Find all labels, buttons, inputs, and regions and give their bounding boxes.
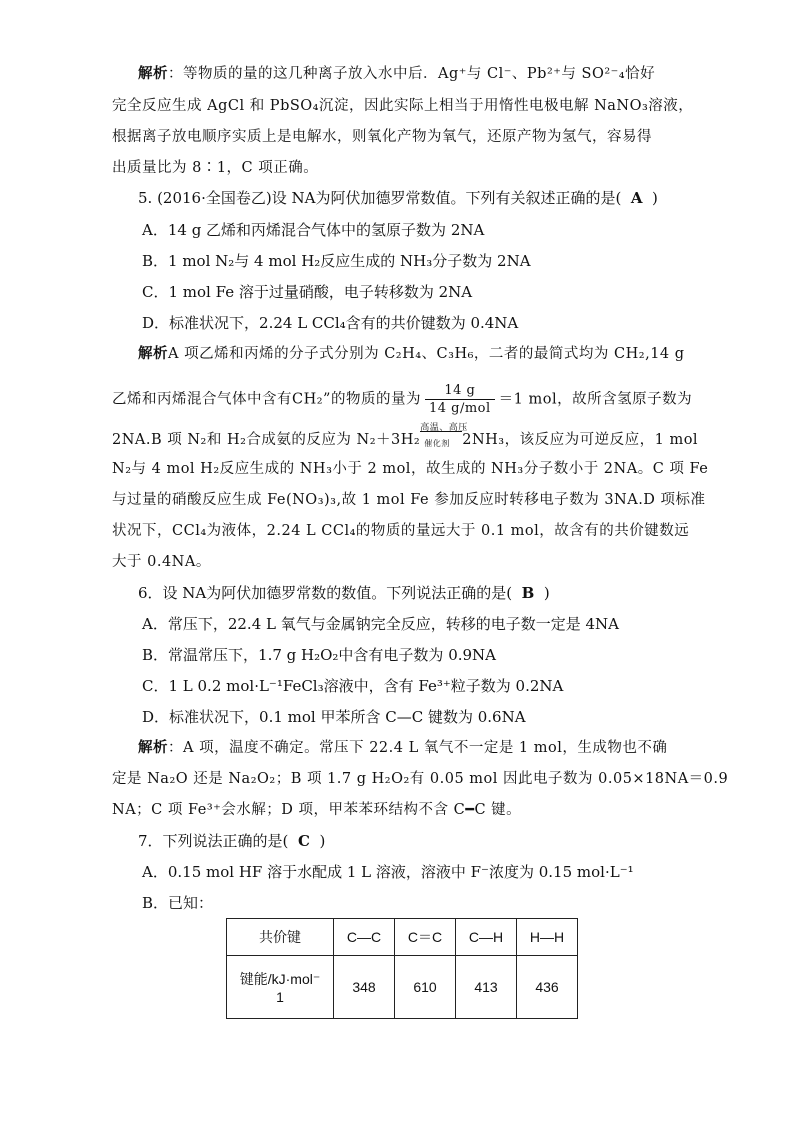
table-cell: 348	[334, 956, 395, 1019]
option-c: C．1 L 0.2 mol·L⁻¹FeCl₃溶液中，含有 Fe³⁺粒子数为 0.2NA	[142, 677, 564, 695]
option-d: D．标准状况下，0.1 mol 甲苯所含 C—C 键数为 0.6NA	[142, 708, 526, 726]
question-5-stem	[138, 188, 694, 208]
reaction-catalyst: 催化剂	[424, 439, 450, 448]
table-cell: 610	[395, 956, 456, 1019]
option-a: A．0.15 mol HF 溶于水配成 1 L 溶液，溶液中 F⁻浓度为 0.15 mol·L⁻¹	[142, 863, 634, 881]
answer-key: B	[521, 584, 535, 602]
analysis-line: 状况下，CCl₄为液体，2.24 L CCl₄的物质的量远大于 0.1 mol，故含有的共价键数远	[112, 523, 690, 539]
analysis-text: ：等物质的量的这几种离子放入水中后．Ag⁺与 Cl⁻、Pb²⁺与 SO²⁻₄恰好	[168, 66, 656, 82]
row-label-line: 1	[276, 989, 284, 1005]
analysis-line: 出质量比为 8∶1，C 项正确。	[112, 160, 319, 176]
analysis-label: 解析	[138, 739, 168, 756]
paren-close: )	[319, 832, 326, 850]
reaction-arrow	[420, 423, 468, 448]
analysis-line	[112, 423, 699, 450]
analysis-text: ：A 项，温度不确定。常压下 22.4 L 氧气不一定是 1 mol，生成物也不确	[168, 740, 668, 756]
table-header-cell: 共价键	[227, 919, 334, 956]
bond-energy-table	[226, 918, 578, 1019]
table-row-label	[227, 956, 334, 1019]
table-row	[227, 956, 578, 1019]
question-7-stem	[138, 831, 694, 851]
table-cell: 436	[517, 956, 578, 1019]
table-header-cell: C—H	[456, 919, 517, 956]
analysis-text: 2NA.B 项 N₂和 H₂合成氨的反应为 N₂＋3H₂	[112, 432, 421, 448]
option-b: B．1 mol N₂与 4 mol H₂反应生成的 NH₃分子数为 2NA	[142, 252, 531, 270]
analysis-line	[138, 738, 694, 758]
row-label-line: 键能/kJ·mol⁻	[239, 971, 321, 987]
paren-close: )	[652, 189, 658, 207]
analysis-text: 2NH₃，该反应为可逆反应，1 mol	[462, 432, 699, 448]
table-header-cell: H—H	[517, 919, 578, 956]
analysis-text: A 项乙烯和丙烯的分子式分别为 C₂H₄、C₃H₆，二者的最简式均为 CH₂,14 g	[168, 346, 685, 362]
analysis-label: 解析	[138, 65, 168, 82]
answer-key: C	[297, 832, 310, 850]
analysis-text: 乙烯和丙烯混合气体中含有CH₂”的物质的量为	[112, 391, 421, 408]
analysis-label: 解析	[138, 345, 168, 362]
option-b: B．常温常压下，1.7 g H₂O₂中含有电子数为 0.9NA	[142, 646, 497, 664]
analysis-line: 大于 0.4NA。	[112, 554, 211, 570]
analysis-line	[138, 344, 694, 364]
analysis-text: ＝1 mol，故所含氢原子数为	[498, 391, 693, 408]
analysis-line: 根据离子放电顺序实质上是电解水，则氧化产物为氧气，还原产物为氢气，容易得	[112, 129, 652, 145]
analysis-line: 完全反应生成 AgCl 和 PbSO₄沉淀，因此实际上相当于用惰性电极电解 NaNO₃溶液，	[112, 98, 694, 114]
table-header-row	[227, 919, 578, 956]
analysis-line: N₂与 4 mol H₂反应生成的 NH₃小于 2 mol，故生成的 NH₃分子数小于 2NA。C 项 Fe	[112, 461, 709, 477]
option-b: B．已知：	[142, 894, 214, 912]
analysis-line	[138, 64, 694, 84]
option-a: A．常压下，22.4 L 氧气与金属钠完全反应，转移的电子数一定是 4NA	[142, 615, 619, 633]
table-header-cell: C—C	[334, 919, 395, 956]
question-text: 7．下列说法正确的是(	[138, 832, 289, 850]
question-text: 6．设 NA为阿伏加德罗常数的数值。下列说法正确的是(	[138, 584, 513, 602]
table-header-cell: C＝C	[395, 919, 456, 956]
option-d: D．标准状况下，2.24 L CCl₄含有的共价键数为 0.4NA	[142, 314, 519, 332]
fraction	[425, 382, 495, 417]
analysis-line: 定是 Na₂O 还是 Na₂O₂；B 项 1.7 g H₂O₂有 0.05 mol 因此电子数为 0.05×18NA＝0.9	[112, 771, 729, 787]
paren-close: )	[543, 584, 550, 602]
arrow-line	[420, 431, 462, 432]
fraction-denominator: 14 g/mol	[428, 401, 491, 416]
analysis-line	[112, 382, 694, 417]
fraction-numerator: 14 g	[425, 382, 495, 400]
option-c: C．1 mol Fe 溶于过量硝酸，电子转移数为 2NA	[142, 283, 473, 301]
question-6-stem	[138, 583, 694, 603]
answer-key: A	[630, 189, 643, 207]
option-a: A．14 g 乙烯和丙烯混合气体中的氢原子数为 2NA	[142, 221, 485, 239]
analysis-line: 与过量的硝酸反应生成 Fe(NO₃)₃,故 1 mol Fe 参加反应时转移电子数为 3NA.D 项标准	[112, 492, 706, 508]
table-cell: 413	[456, 956, 517, 1019]
reaction-condition: 高温、高压	[420, 423, 468, 433]
question-text: 5. (2016·全国卷乙)设 NA为阿伏加德罗常数值。下列有关叙述正确的是(	[138, 189, 622, 207]
analysis-line: NA；C 项 Fe³⁺会水解；D 项，甲苯苯环结构不含 C━C 键。	[112, 802, 522, 818]
